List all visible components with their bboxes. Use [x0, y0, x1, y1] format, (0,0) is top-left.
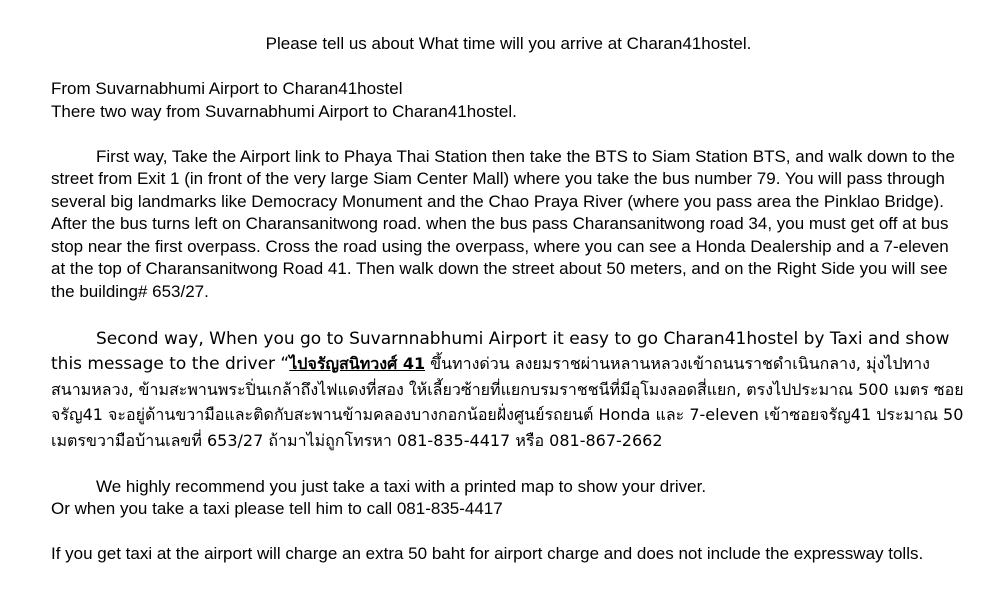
airport-charge-note: If you get taxi at the airport will charge an extra 50 baht for airport charge and does not include the expressway tolls. [51, 544, 924, 563]
recommend-line-2: Or when you take a taxi please tell him to call 081-835-4417 [51, 499, 503, 518]
destination-highlight: ไปจรัญสนิทวงศ์ 41 [289, 354, 426, 373]
route-title: From Suvarnabhumi Airport to Charan41hostel [51, 79, 403, 98]
second-way-intro: Second way, When you go to Suvarnnabhumi Airport it easy to go Charan41hostel by Taxi and show this message to the driver “ [51, 328, 950, 374]
second-way-paragraph [51, 326, 966, 454]
recommend-line-1: We highly recommend you just take a taxi with a printed map to show your driver. [96, 476, 707, 496]
first-way-paragraph: First way, Take the Airport link to Phaya Thai Station then take the BTS to Siam Station BTS, and walk down to the street from Exit 1 (in front of the very large Siam Center Mall) where you take the bus number 79. You will pass through several big landmarks like Democracy Monument and the Chao Praya River (where you pass area the Pinklao Bridge). After the bus turns left on Charansanitwong road. when the bus pass Charansanitwong road 34, you must get off at bus stop near the first overpass. Cross the road using the overpass, where you can see a Honda Dealership and a 7-eleven at the top of Charansanitwong Road 41. Then walk down the street about 50 meters, and on the Right Side you will see the building# 653/27. [51, 146, 955, 301]
document-page [51, 33, 966, 566]
thai-directions: ขึ้นทางด่วน ลงยมราชผ่านหลานหลวงเข้าถนนราชดำเนินกลาง, มุ่งไปทาง สนามหลวง, ข้ามสะพานพระปิ่นเกล้าถึงไฟแดงที่สอง ให้เลี้ยวซ้ายที่แยกบรมราชชนีที่มีอุโมงลอดสี่แยก, ตรงไปประมาณ 500 เมตร ซอยจรัญ41 จะอยู่ด้านขวามือและติดกับสะพานข้ามคลองบางกอกน้อยฝั่งศูนย์รถยนต์ Honda และ 7-eleven เข้าซอยจรัญ41 ประมาณ 50 เมตรขวามือบ้านเลขที่ 653/27 ถ้ามาไม่ถูกโทรหา 081-835-4417 หรือ 081-867-2662 [51, 354, 964, 450]
route-intro: There two way from Suvarnabhumi Airport to Charan41hostel. [51, 101, 517, 121]
page-heading: Please tell us about What time will you arrive at Charan41hostel. [265, 34, 752, 53]
